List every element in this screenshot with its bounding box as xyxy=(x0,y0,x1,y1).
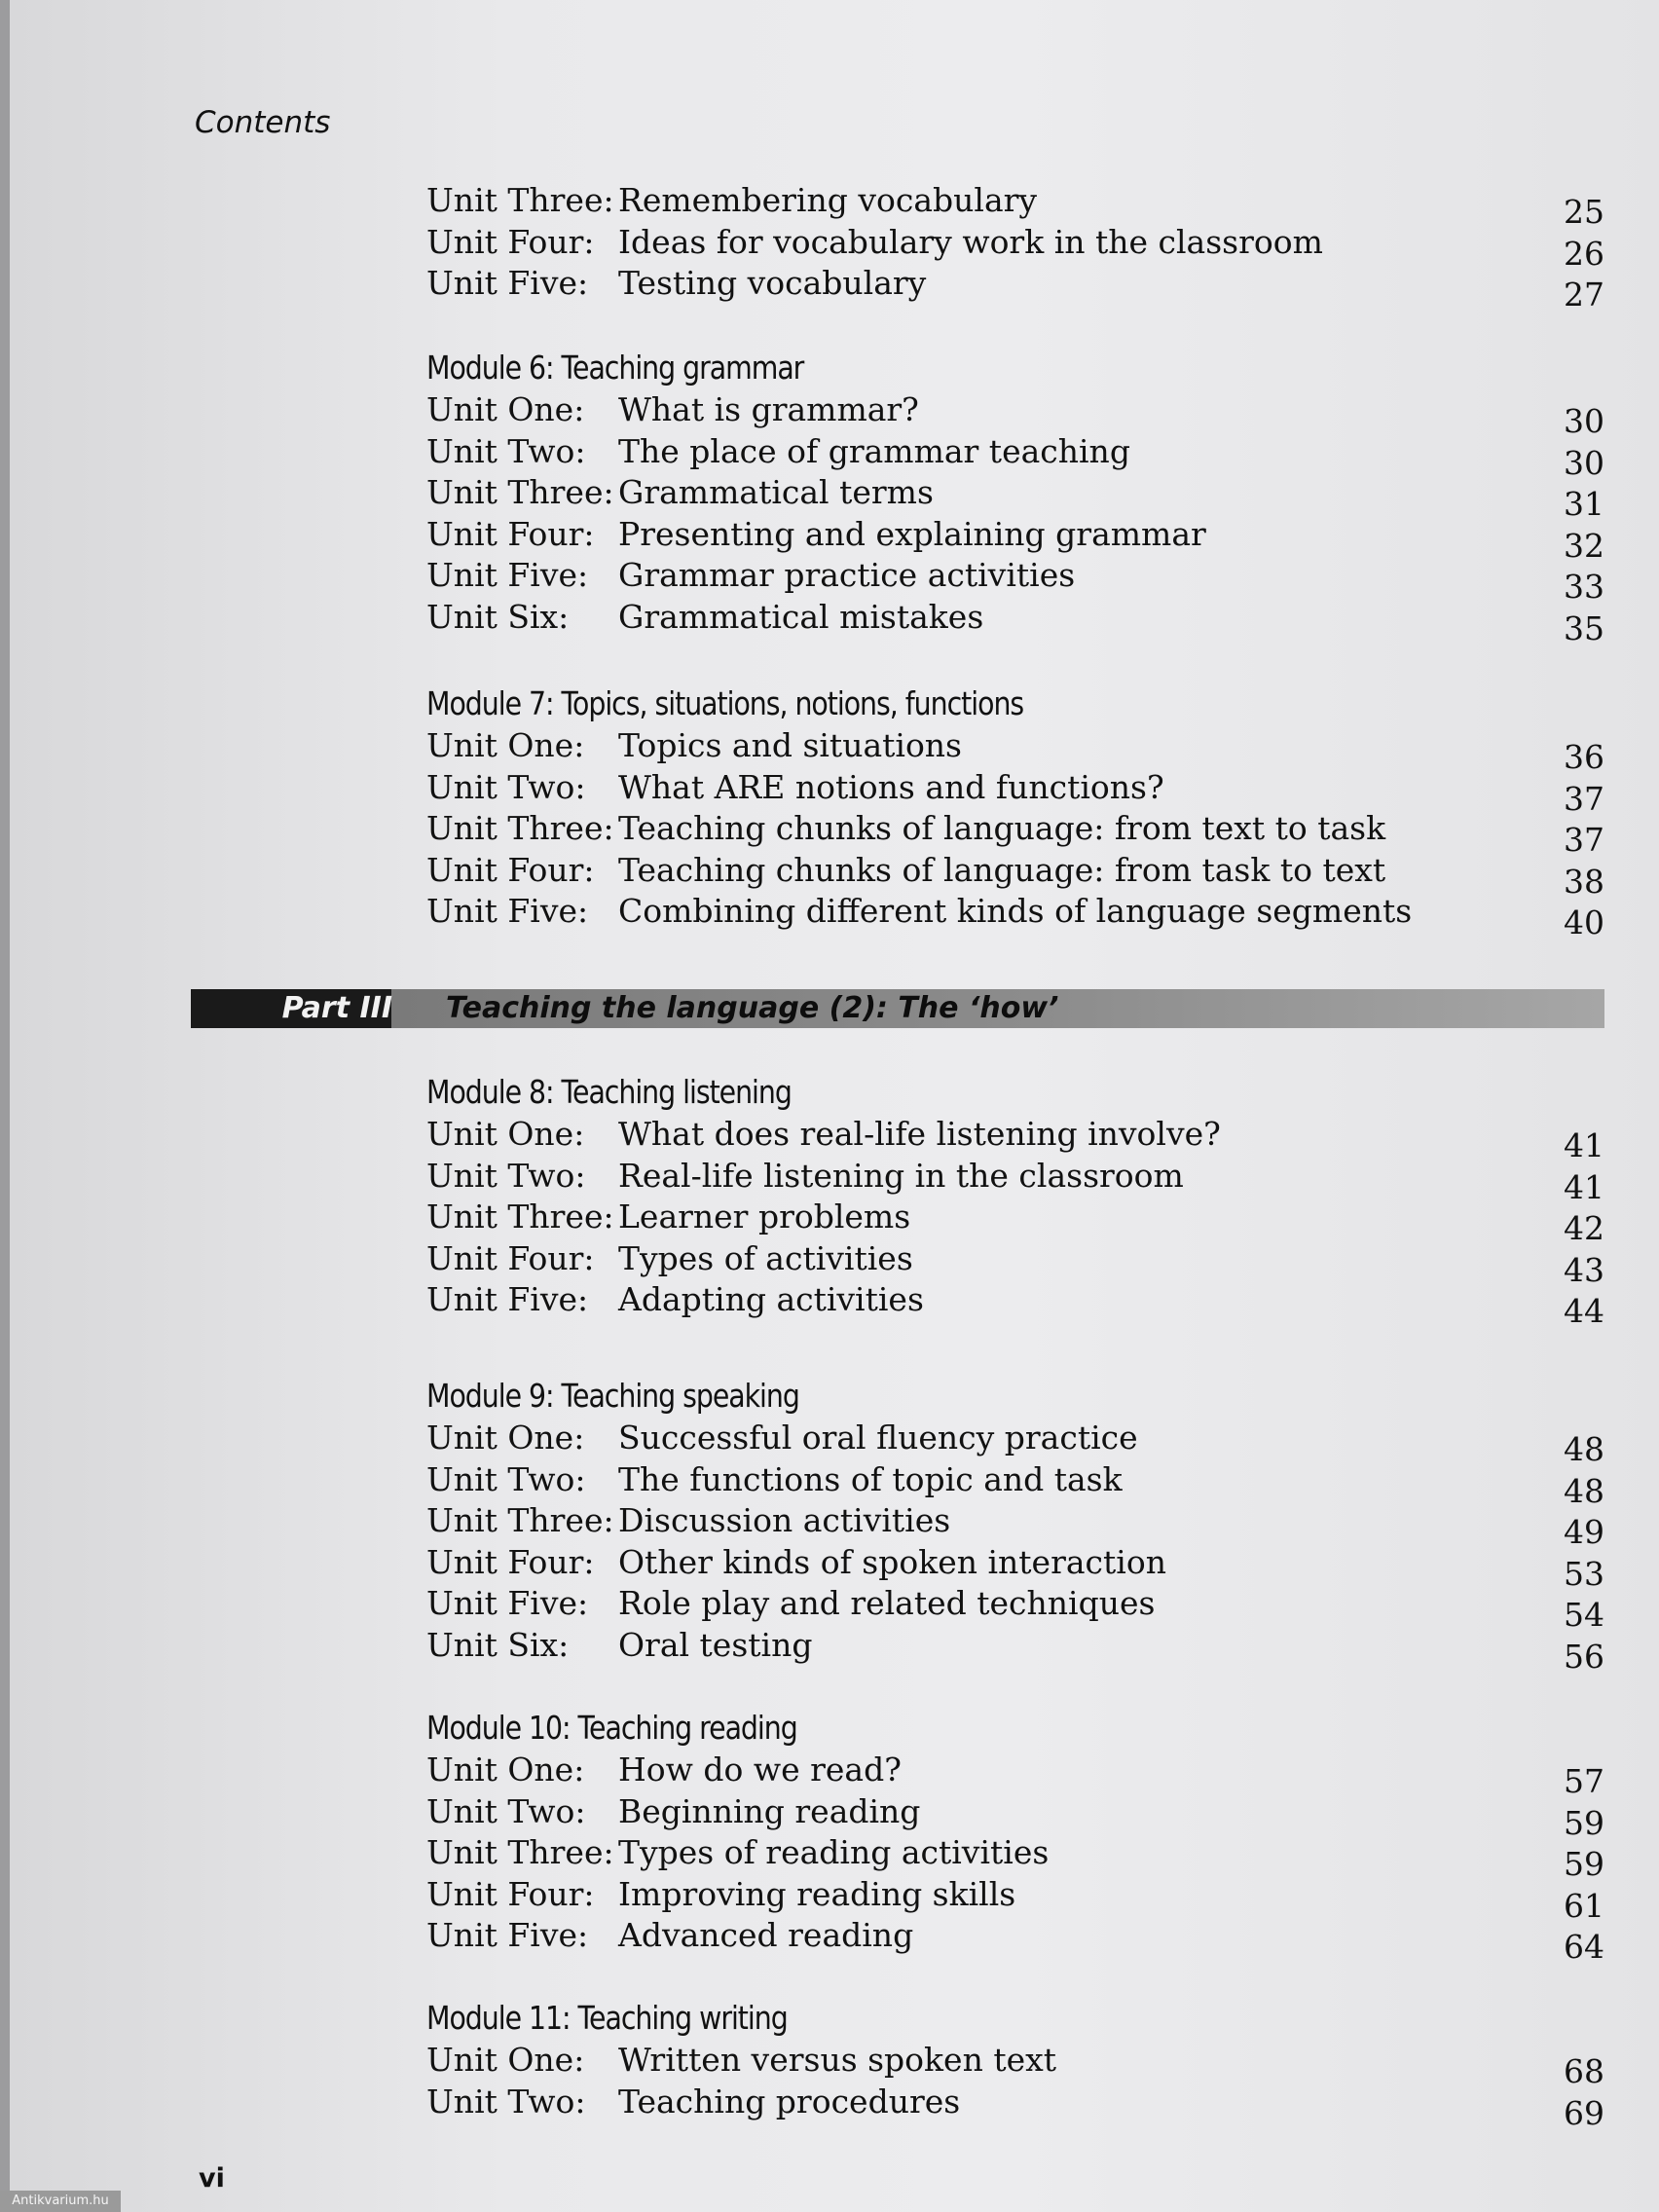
unit-page-number: 30 xyxy=(1564,402,1604,440)
unit-label: Unit Four: xyxy=(426,514,595,553)
toc-entry xyxy=(426,222,1604,273)
toc-section xyxy=(426,1997,1604,2132)
unit-label: Unit Six: xyxy=(426,597,570,636)
page-edge xyxy=(0,0,10,2212)
toc-entry xyxy=(426,2040,1604,2090)
unit-page-number: 59 xyxy=(1564,1845,1604,1883)
unit-label: Unit Two: xyxy=(426,431,586,470)
toc-entry xyxy=(426,1114,1604,1164)
module-title: Module 6: Teaching grammar xyxy=(426,349,804,387)
unit-page-number: 33 xyxy=(1564,568,1604,606)
unit-page-number: 42 xyxy=(1564,1209,1604,1247)
unit-title: Written versus spoken text xyxy=(618,2041,1056,2079)
unit-title: Other kinds of spoken interaction xyxy=(618,1542,1166,1581)
toc-entry xyxy=(426,1156,1604,1206)
toc-section xyxy=(426,180,1604,313)
unit-page-number: 41 xyxy=(1564,1126,1604,1164)
unit-label: Unit Five: xyxy=(426,556,589,594)
unit-label: Unit Four: xyxy=(426,1874,595,1913)
part-title: Teaching the language (2): The ‘how’ xyxy=(446,991,1059,1025)
unit-label: Unit Five: xyxy=(426,1280,589,1318)
unit-label: Unit One: xyxy=(426,2041,585,2079)
unit-page-number: 25 xyxy=(1564,193,1604,231)
unit-label: Unit Three: xyxy=(426,473,614,511)
unit-label: Unit One: xyxy=(426,726,585,764)
toc-entry xyxy=(426,1625,1604,1676)
unit-title: Ideas for vocabulary work in the classroom xyxy=(618,222,1323,261)
unit-label: Unit Three: xyxy=(426,1833,614,1871)
toc-entry xyxy=(426,1832,1604,1883)
unit-page-number: 48 xyxy=(1564,1430,1604,1468)
unit-label: Unit Three: xyxy=(426,809,614,847)
toc-entry xyxy=(426,472,1604,523)
unit-title: Real-life listening in the classroom xyxy=(618,1156,1184,1195)
unit-label: Unit Six: xyxy=(426,1625,570,1664)
toc-entry xyxy=(426,1750,1604,1800)
unit-label: Unit Four: xyxy=(426,1238,595,1277)
unit-title: What is grammar? xyxy=(618,390,919,428)
unit-title: Adapting activities xyxy=(618,1280,924,1318)
unit-title: Grammatical mistakes xyxy=(618,597,984,636)
unit-title: Teaching chunks of language: from task to text xyxy=(618,850,1386,889)
unit-page-number: 37 xyxy=(1564,821,1604,859)
unit-title: Types of activities xyxy=(618,1238,913,1277)
unit-label: Unit Five: xyxy=(426,1916,589,1954)
unit-page-number: 37 xyxy=(1564,779,1604,818)
unit-title: Grammatical terms xyxy=(618,473,934,511)
toc-entry xyxy=(426,2082,1604,2132)
module-title: Module 8: Teaching listening xyxy=(426,1073,792,1111)
unit-label: Unit Three: xyxy=(426,181,614,219)
unit-title: Remembering vocabulary xyxy=(618,181,1038,219)
unit-title: Discussion activities xyxy=(618,1501,951,1539)
page-number: vi xyxy=(199,2163,225,2194)
unit-page-number: 57 xyxy=(1564,1762,1604,1800)
toc-entry xyxy=(426,1583,1604,1634)
module-title: Module 7: Topics, situations, notions, functions xyxy=(426,684,1024,722)
unit-label: Unit Three: xyxy=(426,1198,614,1235)
running-head: Contents xyxy=(195,105,331,140)
toc-entry xyxy=(426,555,1604,606)
unit-title: Types of reading activities xyxy=(618,1833,1050,1871)
unit-title: The functions of topic and task xyxy=(618,1459,1123,1498)
toc-entry xyxy=(426,1459,1604,1510)
unit-page-number: 40 xyxy=(1564,903,1604,941)
unit-page-number: 56 xyxy=(1564,1637,1604,1676)
unit-label: Unit Two: xyxy=(426,1791,586,1830)
unit-title: Role play and related techniques xyxy=(618,1584,1156,1622)
unit-title: Topics and situations xyxy=(618,726,962,764)
unit-page-number: 49 xyxy=(1564,1513,1604,1551)
toc-entry xyxy=(426,1279,1604,1330)
unit-title: What does real-life listening involve? xyxy=(618,1115,1221,1153)
unit-page-number: 36 xyxy=(1564,738,1604,776)
module-title: Module 9: Teaching speaking xyxy=(426,1377,799,1415)
unit-label: Unit Four: xyxy=(426,1542,595,1581)
unit-page-number: 64 xyxy=(1564,1928,1604,1966)
unit-label: Unit One: xyxy=(426,1419,585,1456)
unit-page-number: 69 xyxy=(1564,2093,1604,2132)
unit-title: Presenting and explaining grammar xyxy=(618,514,1206,553)
watermark: Antikvarium.hu xyxy=(0,2191,121,2212)
unit-page-number: 27 xyxy=(1564,276,1604,313)
unit-title: Oral testing xyxy=(618,1625,813,1664)
unit-page-number: 54 xyxy=(1564,1596,1604,1634)
unit-label: Unit Two: xyxy=(426,1459,586,1498)
toc-section xyxy=(426,1375,1604,1676)
unit-page-number: 31 xyxy=(1564,485,1604,523)
toc-entry xyxy=(426,1915,1604,1966)
unit-label: Unit One: xyxy=(426,390,585,428)
unit-label: Unit Four: xyxy=(426,850,595,889)
unit-label: Unit Five: xyxy=(426,892,589,930)
unit-page-number: 35 xyxy=(1564,608,1604,647)
module-title: Module 10: Teaching reading xyxy=(426,1709,797,1747)
toc-entry xyxy=(426,514,1604,565)
unit-title: The place of grammar teaching xyxy=(618,431,1130,470)
unit-page-number: 38 xyxy=(1564,862,1604,901)
toc-section xyxy=(426,1071,1604,1330)
module-title: Module 11: Teaching writing xyxy=(426,1999,788,2037)
unit-label: Unit Three: xyxy=(426,1501,614,1539)
unit-title: What ARE notions and functions? xyxy=(618,767,1164,806)
unit-label: Unit Two: xyxy=(426,2082,586,2120)
unit-label: Unit One: xyxy=(426,1115,585,1153)
unit-page-number: 61 xyxy=(1564,1886,1604,1925)
toc-entry xyxy=(426,1500,1604,1551)
unit-title: Advanced reading xyxy=(618,1916,914,1954)
unit-label: Unit Four: xyxy=(426,222,595,261)
unit-title: Improving reading skills xyxy=(618,1874,1016,1913)
unit-page-number: 44 xyxy=(1564,1292,1604,1330)
unit-page-number: 32 xyxy=(1564,526,1604,565)
unit-label: Unit Two: xyxy=(426,767,586,806)
unit-title: Beginning reading xyxy=(618,1791,921,1830)
unit-page-number: 59 xyxy=(1564,1803,1604,1842)
toc-entry xyxy=(426,180,1604,231)
unit-title: Teaching procedures xyxy=(618,2082,961,2120)
toc-entry xyxy=(426,725,1604,776)
unit-label: Unit Five: xyxy=(426,264,589,302)
unit-page-number: 30 xyxy=(1564,443,1604,482)
toc-entry xyxy=(426,767,1604,818)
unit-title: Teaching chunks of language: from text to task xyxy=(618,809,1386,847)
toc-entry xyxy=(426,431,1604,482)
toc-entry xyxy=(426,597,1604,647)
toc-entry xyxy=(426,389,1604,440)
toc-entry xyxy=(426,808,1604,859)
part-label: Part III xyxy=(281,991,392,1025)
part-banner xyxy=(191,989,1604,1028)
unit-label: Unit Two: xyxy=(426,1156,586,1195)
unit-title: Grammar practice activities xyxy=(618,556,1076,594)
toc-entry xyxy=(426,1418,1604,1468)
unit-page-number: 41 xyxy=(1564,1167,1604,1206)
unit-page-number: 68 xyxy=(1564,2052,1604,2090)
toc-entry xyxy=(426,1791,1604,1842)
unit-title: Learner problems xyxy=(618,1198,911,1235)
unit-page-number: 53 xyxy=(1564,1554,1604,1593)
toc-entry xyxy=(426,891,1604,941)
toc-section xyxy=(426,347,1604,647)
unit-title: Successful oral fluency practice xyxy=(618,1419,1138,1456)
toc-section xyxy=(426,1707,1604,1966)
unit-title: Combining different kinds of language segments xyxy=(618,892,1413,930)
toc-section xyxy=(426,682,1604,941)
toc-entry xyxy=(426,1874,1604,1925)
unit-title: How do we read? xyxy=(618,1751,902,1788)
unit-title: Testing vocabulary xyxy=(618,264,927,302)
toc-entry xyxy=(426,1197,1604,1247)
toc-entry xyxy=(426,1542,1604,1593)
unit-page-number: 43 xyxy=(1564,1250,1604,1289)
toc-entry xyxy=(426,263,1604,313)
unit-page-number: 26 xyxy=(1564,234,1604,273)
toc-entry xyxy=(426,1238,1604,1289)
unit-label: Unit One: xyxy=(426,1751,585,1788)
unit-label: Unit Five: xyxy=(426,1584,589,1622)
unit-page-number: 48 xyxy=(1564,1471,1604,1510)
toc-entry xyxy=(426,850,1604,901)
